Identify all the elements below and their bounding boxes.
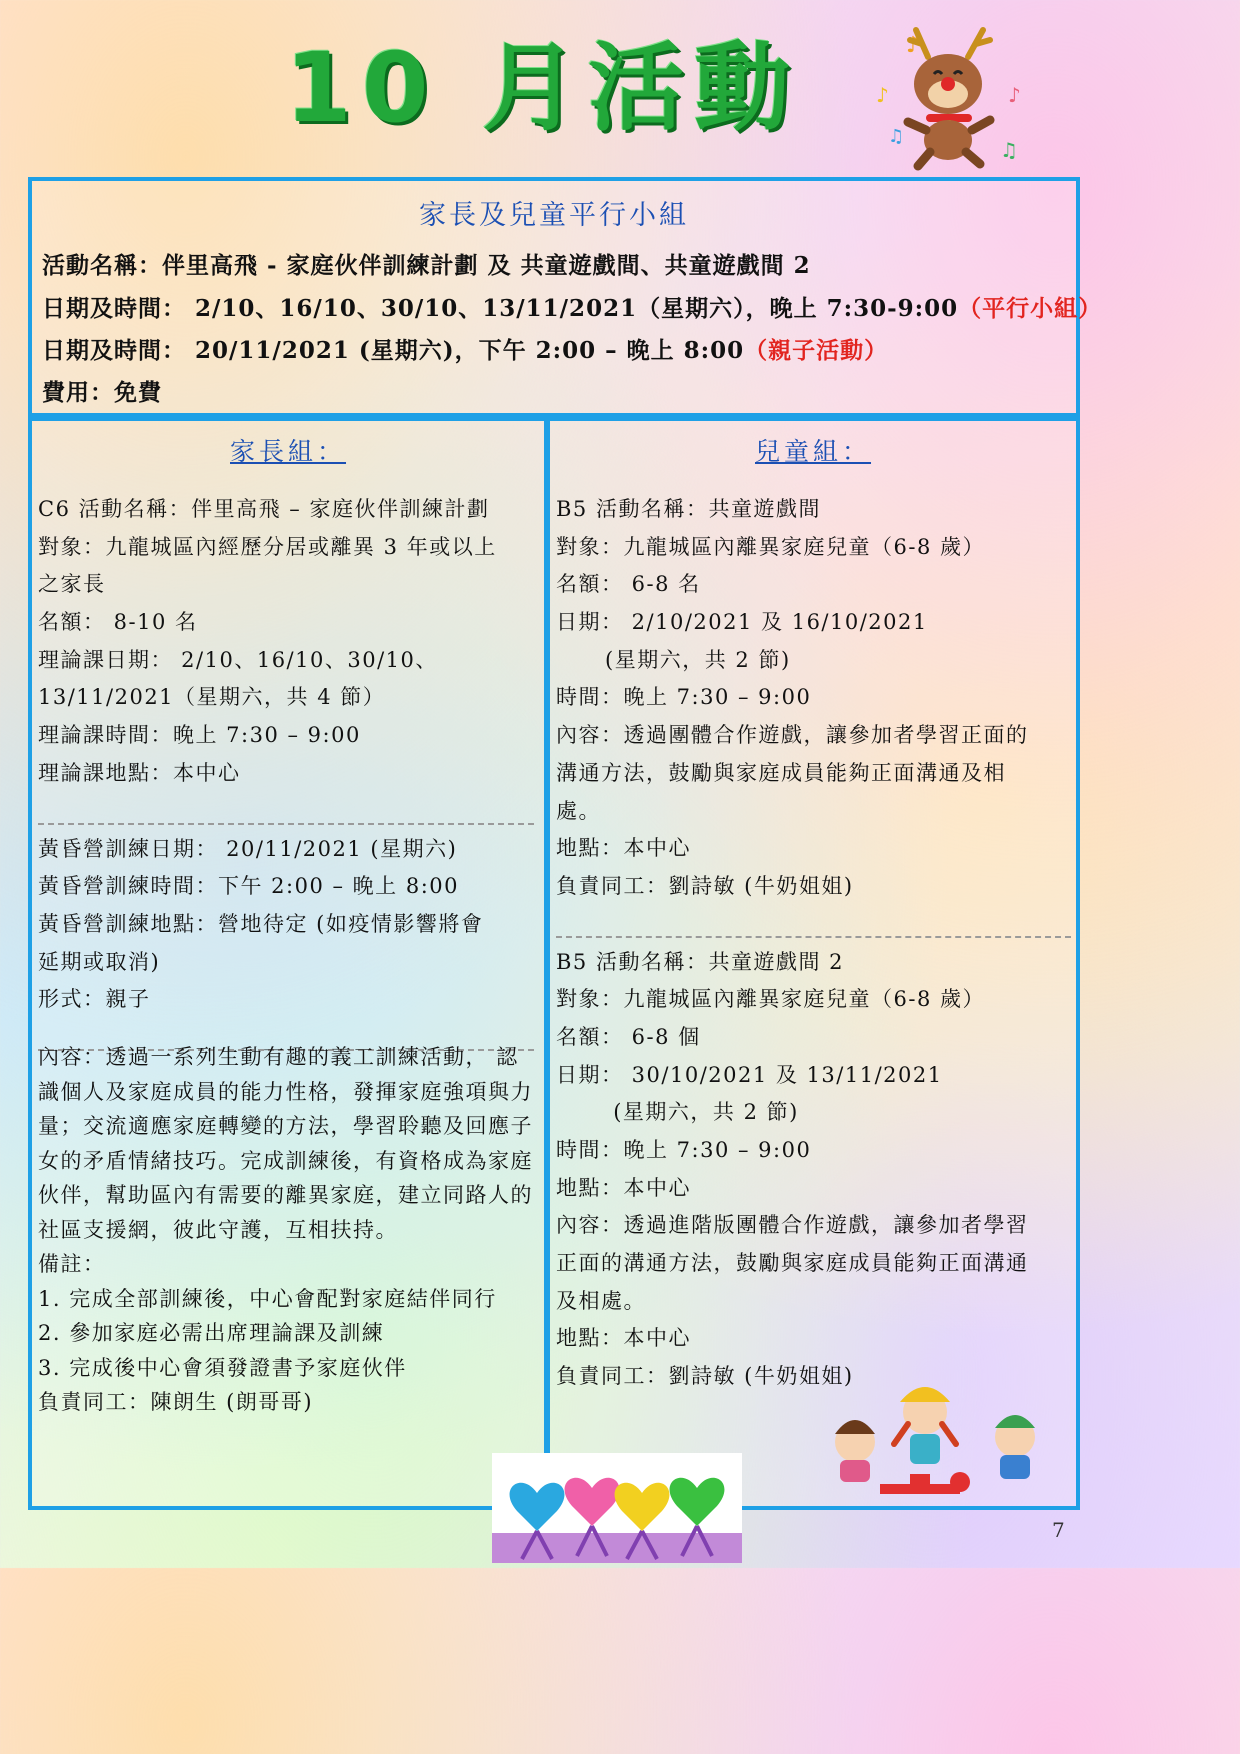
remark-item: 1. 完成全部訓練後，中心會配對家庭結伴同行 [38, 1286, 497, 1311]
children-line: (星期六，共 2 節) [556, 1100, 799, 1125]
parents-content-line: 伙伴，幫助區內有需要的離異家庭，建立同路人的 [38, 1183, 533, 1207]
parents-line: 之家長 [38, 572, 106, 597]
date-time-1-text: 日期及時間： 2/10、16/10、30/10、13/11/2021（星期六），晚上 7:30-9:00 [42, 295, 959, 322]
parents-content-line: 內容：透過一系列生動有趣的義工訓練活動， 認 [38, 1045, 519, 1069]
children-line: 負責同工：劉詩敏 (牛奶姐姐) [556, 1364, 854, 1389]
parents-content-line: 識個人及家庭成員的能力性格，發揮家庭強項與力 [38, 1079, 533, 1104]
staff-in-charge: 負責同工：陳朗生 (朗哥哥) [38, 1390, 314, 1414]
parents-line: 形式：親子 [38, 987, 151, 1012]
parents-content-line: 社區支援網，彼此守護，互相扶持。 [38, 1217, 398, 1242]
parents-line: 理論課地點：本中心 [38, 760, 241, 785]
parents-line: 13/11/2021（星期六，共 4 節） [38, 685, 386, 710]
parents-line: 名額： 8-10 名 [38, 610, 198, 635]
children-line: 負責同工：劉詩敏 (牛奶姐姐) [556, 873, 854, 898]
children-line: 溝通方法，鼓勵與家庭成員能夠正面溝通及相 [556, 760, 1006, 785]
fee-line: 費用：免費 [42, 379, 162, 406]
children-line: 名額： 6-8 名 [556, 572, 701, 597]
reindeer-illustration [868, 22, 1038, 172]
children-line: B5 活動名稱：共童遊戲間 [556, 497, 821, 521]
children-line: 內容：透過進階版團體合作遊戲，讓參加者學習 [556, 1213, 1029, 1238]
children-line: 地點：本中心 [556, 1326, 691, 1351]
date-time-line-1 [42, 290, 1102, 323]
children-playing-illustration [800, 1362, 1050, 1502]
parents-line: C6 活動名稱：伴里高飛 – 家庭伙伴訓練計劃 [38, 497, 490, 521]
children-line: 對象：九龍城區內離異家庭兒童（6-8 歲） [556, 534, 985, 559]
children-line: 時間：晚上 7:30 – 9:00 [556, 685, 812, 710]
children-line: 地點：本中心 [556, 836, 691, 861]
date-time-2-text: 日期及時間： 20/11/2021 (星期六)，下午 2:00 – 晚上 8:00 [42, 337, 745, 364]
parallel-group-tag: （平行小組） [958, 295, 1103, 322]
svg-text:♪: ♪ [1008, 83, 1021, 107]
svg-text:♪: ♪ [906, 33, 921, 58]
children-line: B5 活動名稱：共童遊戲間 2 [556, 949, 845, 974]
activity-name: 活動名稱：伴里高飛 - 家庭伙伴訓練計劃 及 共童遊戲間、共童遊戲間 2 [42, 252, 811, 279]
remark-item: 3. 完成後中心會須發證書予家庭伙伴 [38, 1355, 407, 1380]
children-line: 處。 [556, 798, 601, 823]
parents-line: 黃昏營訓練日期： 20/11/2021 (星期六) [38, 836, 458, 861]
children-line: 名額： 6-8 個 [556, 1024, 701, 1049]
children-line: 正面的溝通方法，鼓勵與家庭成員能夠正面溝通 [556, 1251, 1029, 1276]
parents-line: 黃昏營訓練時間：下午 2:00 – 晚上 8:00 [38, 874, 460, 899]
children-line: 日期： 2/10/2021 及 16/10/2021 [556, 610, 928, 635]
divider [556, 906, 1071, 938]
parents-group-details [38, 491, 534, 1057]
children-group-heading: 兒童組： [755, 437, 872, 466]
heart-figures-photo [492, 1453, 742, 1563]
svg-text:♫: ♫ [888, 126, 905, 147]
children-line: 對象：九龍城區內離異家庭兒童（6-8 歲） [556, 987, 985, 1012]
parents-content-details [38, 1040, 534, 1420]
parents-group-heading: 家長組： [230, 437, 347, 466]
parents-line: 對象：九龍城區內經歷分居或離異 3 年或以上 [38, 534, 497, 559]
svg-text:♫: ♫ [1000, 138, 1018, 162]
children-line: (星期六，共 2 節) [556, 647, 791, 672]
children-line: 內容：透過團體合作遊戲，讓參加者學習正面的 [556, 723, 1029, 748]
parent-child-tag: （親子活動） [744, 337, 889, 364]
divider [38, 793, 534, 825]
parents-content-line: 量；交流適應家庭轉變的方法，學習聆聽及回應子 [38, 1114, 533, 1138]
parents-line: 延期或取消) [38, 949, 161, 974]
children-line: 時間：晚上 7:30 – 9:00 [556, 1138, 812, 1162]
parents-line: 理論課時間：晚上 7:30 – 9:00 [38, 723, 361, 748]
page-title: 10 月活動 [285, 32, 801, 144]
children-line: 日期： 30/10/2021 及 13/11/2021 [556, 1062, 943, 1087]
svg-text:♪: ♪ [876, 83, 889, 107]
children-line: 及相處。 [556, 1288, 646, 1313]
parents-line: 黃昏營訓練地點：營地待定 (如疫情影響將會 [38, 911, 484, 936]
date-time-line-2 [42, 332, 888, 365]
parents-content-line: 女的矛盾情緒技巧。完成訓練後，有資格成為家庭 [38, 1148, 533, 1173]
page-number: 7 [1052, 1518, 1065, 1542]
children-group-details [556, 491, 1071, 1396]
parents-line: 理論課日期： 2/10、16/10、30/10、 [38, 647, 438, 672]
remarks-label: 備註： [38, 1252, 106, 1276]
children-line: 地點：本中心 [556, 1175, 691, 1200]
remark-item: 2. 參加家庭必需出席理論課及訓練 [38, 1321, 385, 1345]
section-title: 家長及兒童平行小組 [419, 200, 689, 231]
